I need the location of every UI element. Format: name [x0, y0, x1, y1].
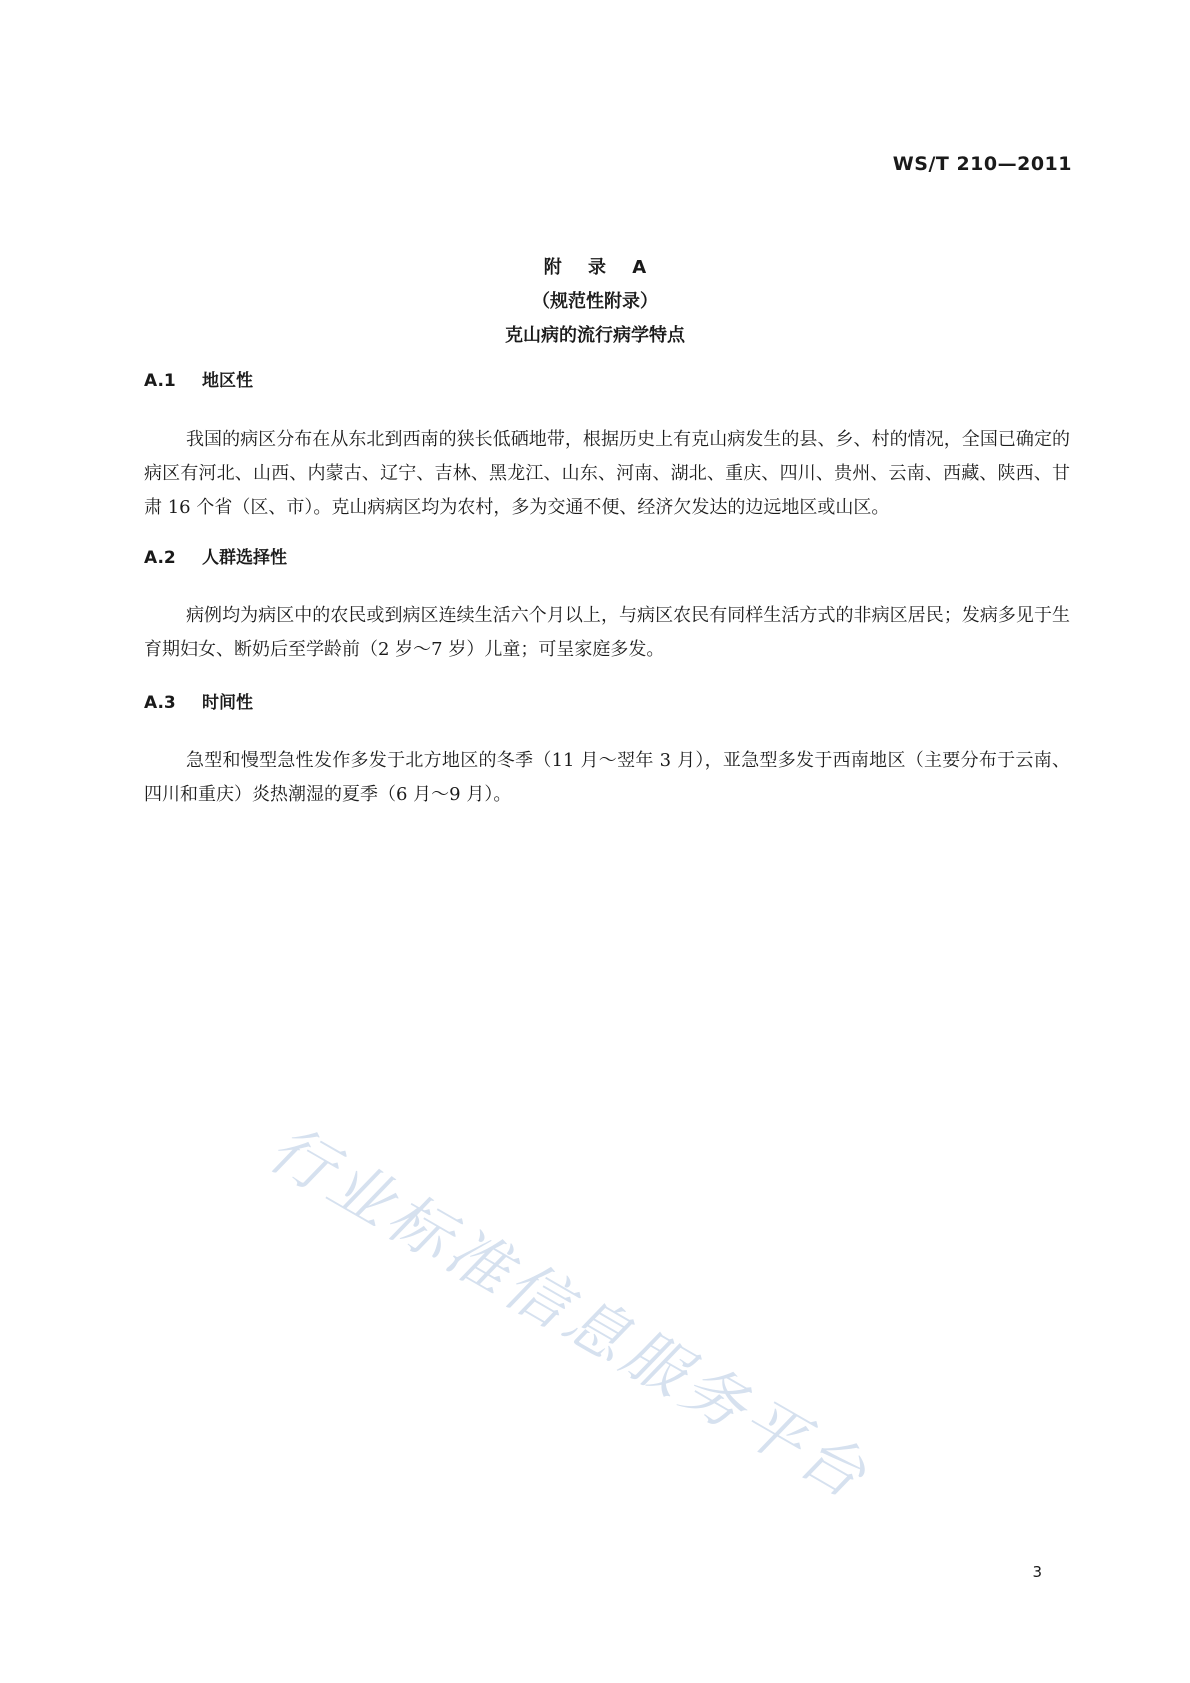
appendix-name: 克山病的流行病学特点 [505, 325, 685, 346]
section-heading-a1 [144, 366, 253, 391]
section-heading-a2 [144, 543, 287, 568]
section-paragraph-a2: 病例均为病区中的农民或到病区连续生活六个月以上，与病区农民有同样生活方式的非病区居民；发病多见于生育期妇女、断奶后至学龄前（2 岁～7 岁）儿童；可呈家庭多发。 [144, 605, 1070, 660]
page-number: 3 [1032, 1563, 1042, 1581]
section-paragraph-a3: 急型和慢型急性发作多发于北方地区的冬季（11 月～翌年 3 月），亚急型多发于西南地区（主要分布于云南、四川和重庆）炎热潮湿的夏季（6 月～9 月）。 [144, 750, 1070, 805]
document-code: WS/T 210—2011 [892, 153, 1072, 175]
appendix-subtitle: （规范性附录） [532, 291, 658, 312]
section-title: 人群选择性 [202, 548, 287, 568]
appendix-title: 附 录 A [543, 257, 657, 278]
section-title: 时间性 [202, 693, 253, 713]
watermark: 行业标准信息服务平台 [257, 1111, 883, 1515]
section-number: A.1 [144, 371, 176, 391]
appendix-header [0, 251, 1190, 353]
section-paragraph-a1: 我国的病区分布在从东北到西南的狭长低硒地带，根据历史上有克山病发生的县、乡、村的情况，全国已确定的病区有河北、山西、内蒙古、辽宁、吉林、黑龙江、山东、河南、湖北、重庆、四川、贵州、云南、西藏、陕西、甘肃 16 个省（区、市）。克山病病区均为农村，多为交通不便、经济欠发达的边远地区或山区。 [144, 429, 1070, 518]
section-number: A.3 [144, 693, 176, 713]
section-title: 地区性 [202, 371, 253, 391]
section-heading-a3 [144, 688, 253, 713]
section-number: A.2 [144, 548, 176, 568]
